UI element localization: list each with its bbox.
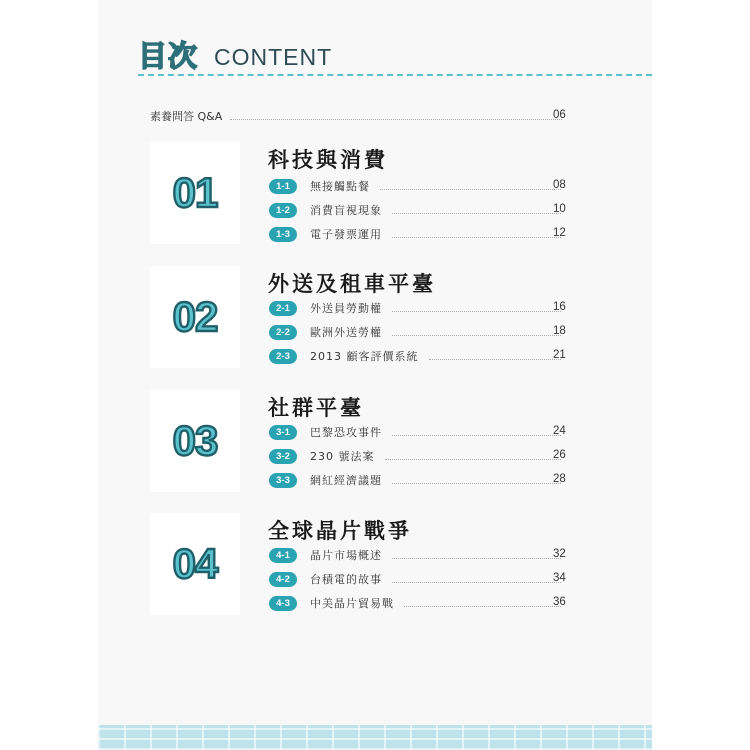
chapter-title[interactable]: 科技與消費 — [268, 148, 388, 172]
dot-leader — [385, 459, 562, 460]
dot-leader — [392, 558, 561, 559]
chapter-number: 01 — [172, 169, 218, 216]
section-badge: 3-3 — [269, 473, 297, 488]
section-badge: 3-1 — [269, 425, 297, 440]
chapter-number-box — [150, 142, 240, 244]
section-badge: 4-1 — [269, 548, 297, 563]
chapter-number: 03 — [172, 417, 218, 464]
intro-label: 素養問答 Q&A — [150, 110, 223, 123]
section-badge: 2-2 — [269, 325, 297, 340]
section-label: 無接觸點餐 — [310, 180, 370, 193]
section-label: 歐洲外送勞權 — [310, 326, 382, 339]
section-label: 消費盲視現象 — [310, 204, 382, 217]
section-page-number: 18 — [553, 325, 566, 337]
toc-entry[interactable] — [269, 323, 569, 341]
toc-entry[interactable] — [269, 201, 569, 219]
dot-leader — [230, 119, 562, 120]
section-label: 電子發票運用 — [310, 228, 382, 241]
dot-leader — [392, 582, 561, 583]
section-page-number: 21 — [553, 349, 566, 361]
section-page-number: 24 — [553, 425, 566, 437]
toc-entry[interactable] — [269, 225, 569, 243]
section-page-number: 16 — [553, 301, 566, 313]
section-page-number: 34 — [553, 572, 566, 584]
toc-page — [98, 0, 652, 750]
section-label: 巴黎恐攻事件 — [310, 426, 382, 439]
chapter-title[interactable]: 外送及租車平臺 — [268, 272, 436, 296]
section-label: 晶片市場概述 — [310, 549, 382, 562]
chapter-number: 04 — [172, 540, 218, 587]
intro-page-number: 06 — [553, 109, 566, 121]
toc-entry[interactable] — [269, 447, 569, 465]
toc-intro-entry[interactable] — [150, 106, 570, 126]
chapter-number-box — [150, 513, 240, 615]
chapter-01 — [98, 142, 652, 252]
chapter-02 — [98, 266, 652, 376]
toc-entry[interactable] — [269, 299, 569, 317]
dot-leader — [392, 483, 561, 484]
dot-leader — [392, 311, 561, 312]
section-page-number: 28 — [553, 473, 566, 485]
toc-title-en: CONTENT — [214, 44, 333, 70]
section-badge: 1-2 — [269, 203, 297, 218]
dot-leader — [404, 606, 561, 607]
section-label: 台積電的故事 — [310, 573, 382, 586]
chapter-04 — [98, 513, 652, 623]
chapter-03 — [98, 390, 652, 500]
header-divider — [138, 74, 652, 76]
toc-entry[interactable] — [269, 423, 569, 441]
section-page-number: 10 — [553, 203, 566, 215]
chapter-number: 02 — [172, 293, 218, 340]
dot-leader — [429, 359, 562, 360]
dot-leader — [392, 435, 561, 436]
section-label: 2013 顧客評價系統 — [310, 350, 419, 363]
dot-leader — [392, 213, 561, 214]
section-badge: 3-2 — [269, 449, 297, 464]
section-page-number: 12 — [553, 227, 566, 239]
toc-title-cjk: 目次 — [138, 39, 199, 73]
section-badge: 1-3 — [269, 227, 297, 242]
section-badge: 4-2 — [269, 572, 297, 587]
toc-entry[interactable] — [269, 177, 569, 195]
toc-entry[interactable] — [269, 570, 569, 588]
dot-leader — [392, 237, 561, 238]
toc-entry[interactable] — [269, 546, 569, 564]
section-page-number: 08 — [553, 179, 566, 191]
section-page-number: 36 — [553, 596, 566, 608]
chapter-number-box — [150, 266, 240, 368]
section-badge: 2-1 — [269, 301, 297, 316]
toc-entry[interactable] — [269, 594, 569, 612]
section-page-number: 26 — [553, 449, 566, 461]
section-badge: 4-3 — [269, 596, 297, 611]
dot-leader — [392, 335, 561, 336]
section-label: 中美晶片貿易戰 — [310, 597, 394, 610]
chapter-number-box — [150, 390, 240, 492]
section-badge: 2-3 — [269, 349, 297, 364]
chapter-title[interactable]: 全球晶片戰爭 — [268, 519, 412, 543]
toc-entry[interactable] — [269, 471, 569, 489]
chapter-title[interactable]: 社群平臺 — [268, 396, 364, 420]
section-label: 外送員勞動權 — [310, 302, 382, 315]
section-label: 230 號法案 — [310, 450, 375, 463]
circuit-pattern-footer — [98, 725, 652, 750]
section-page-number: 32 — [553, 548, 566, 560]
toc-entry[interactable] — [269, 347, 569, 365]
section-label: 網紅經濟議題 — [310, 474, 382, 487]
dot-leader — [380, 189, 561, 190]
section-badge: 1-1 — [269, 179, 297, 194]
